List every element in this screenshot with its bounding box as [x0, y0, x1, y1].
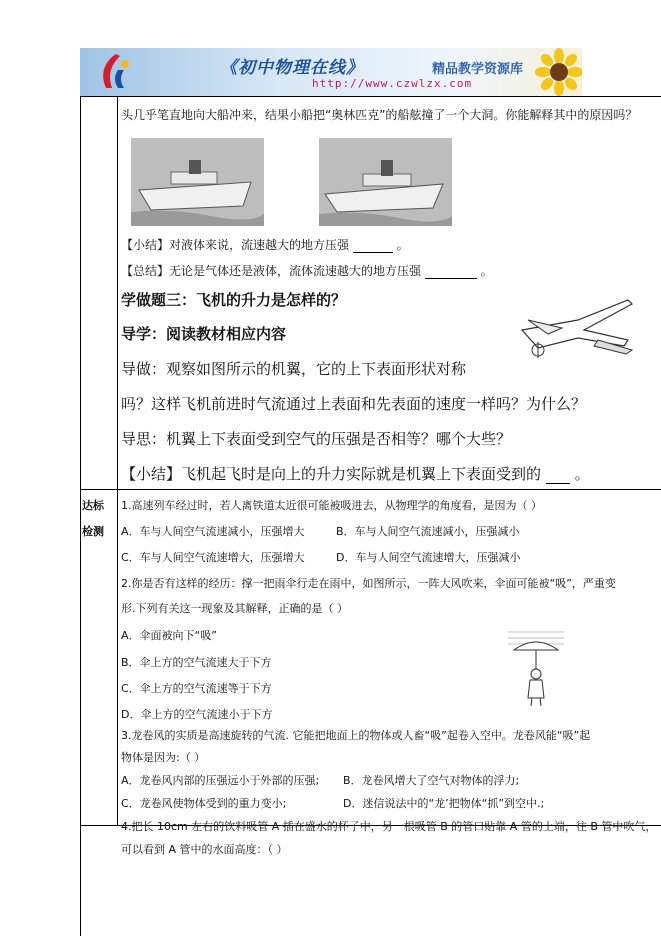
summary-lift: 【小结】飞机起飞时是向上的升力实际就是机翼上下表面受到的 。 — [121, 465, 590, 483]
question-4-line2: 可以看到 A 管中的水面高度：（ ） — [121, 843, 288, 856]
banner-title: 《初中物理在线》 — [220, 58, 364, 78]
q3-option-d: D．迷信说法中的“龙’把物体“抓”到空中.; — [343, 797, 545, 810]
question-4-line1: 4.把长 10cm 左右的饮料吸管 A 插在盛水的杯子中，另一根吸管 B 的管口贴靠 A 管的上端，往 B 管中吹气， — [121, 820, 657, 833]
column-divider — [117, 96, 118, 825]
guide-do-text: 导做：观察如图所示的机翼，它的上下表面形状对称 — [121, 360, 467, 378]
q1-option-d: D．车与人间空气流速增大，压强减小 — [336, 551, 521, 564]
logo-icon — [94, 52, 134, 92]
banner-url: http://www.czwlzx.com — [312, 77, 473, 90]
question-1: 1.高速列车经过时，若人离铁道太近很可能被吸进去，从物理学的角度看，是因为（ ） — [121, 499, 542, 512]
q3-option-b: B．龙卷风增大了空气对物体的浮力; — [343, 774, 520, 787]
question-2-line2: 形.下列有关这一现象及其解释，正确的是（ ） — [121, 602, 348, 615]
intro-text: 头几乎笔直地向大船冲来，结果小船把“奥林匹克”的船舷撞了一个大洞。你能解释其中的原因吗？ — [121, 108, 638, 122]
q1-option-b: B．车与人间空气流速减小，压强减小 — [336, 525, 520, 538]
banner-subtitle: 精品教学资源库 — [432, 62, 524, 77]
umbrella-person-illustration — [506, 626, 566, 708]
q3-option-a: A．龙卷风内部的压强远小于外部的压强; — [121, 774, 320, 787]
test-label-bottom: 检测 — [82, 525, 104, 538]
think-text: 导思：机翼上下表面受到空气的压强是否相等？哪个大些？ — [121, 430, 512, 448]
ship-photo-2 — [319, 138, 452, 226]
question-3-line1: 3.龙卷风的实质是高速旋转的气流. 它能把地面上的物体或人畜“吸”起卷入空中。龙卷风能“吸”起 — [121, 729, 591, 742]
q2-option-c: C．伞上方的空气流速等于下方 — [121, 682, 272, 695]
row-divider — [80, 489, 661, 490]
test-label-top: 达标 — [82, 499, 104, 512]
q1-option-a: A．车与人间空气流速减小，压强增大 — [121, 525, 305, 538]
summary-fluid: 【总结】无论是气体还是液体，流体流速越大的地方压强 。 — [121, 264, 493, 278]
blank-answer — [353, 238, 393, 253]
question-text: 吗？这样飞机前进时气流通过上表面和先表面的速度一样吗？为什么？ — [121, 395, 587, 413]
guide-text: 导学：阅读教材相应内容 — [121, 325, 287, 343]
blank-answer — [546, 465, 570, 484]
blank-answer — [425, 264, 477, 279]
q3-option-c: C．龙卷风使物体受到的重力变小; — [121, 797, 287, 810]
sunflower-icon — [535, 48, 582, 96]
airplane-wing-illustration — [518, 290, 636, 374]
q2-option-b: B．伞上方的空气流速大于下方 — [121, 656, 272, 669]
q2-option-d: D．伞上方的空气流速小于下方 — [121, 708, 273, 721]
q2-option-a: A．伞面被向下“吸” — [121, 629, 217, 642]
ship-photo-1 — [131, 138, 264, 226]
summary-liquid: 【小结】对液体来说，流速越大的地方压强 。 — [121, 238, 409, 252]
question-3-line2: 物体是因为:（ ） — [121, 751, 206, 764]
header-banner — [80, 48, 582, 96]
question-2-line1: 2.你是否有这样的经历：撑一把雨伞行走在雨中，如图所示，一阵大风吹来，伞面可能被“吸”，严重变 — [121, 577, 616, 590]
section-heading: 学做题三：飞机的升力是怎样的？ — [121, 291, 347, 309]
q1-option-c: C．车与人间空气流速增大，压强增大 — [121, 551, 305, 564]
